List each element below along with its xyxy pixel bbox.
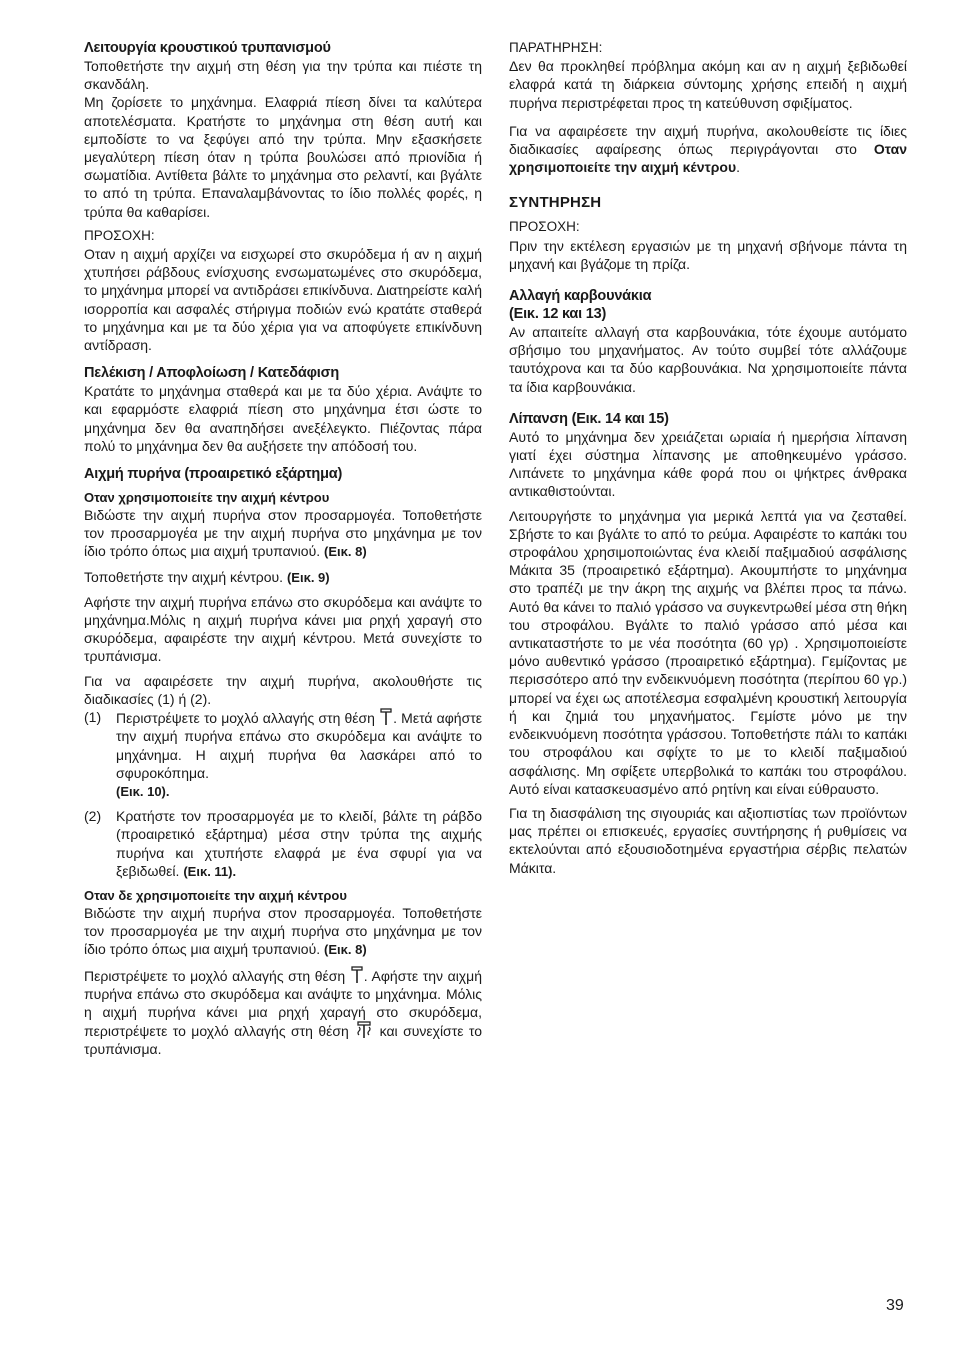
figure-reference: (Εικ. 8) [324, 544, 367, 560]
figure-reference: (Εικ. 10). [116, 783, 170, 799]
caution-text: Οταν η αιχμή αρχίζει να εισχωρεί στο σκυρόδεμα ή αν η αιχμή χτυπήσει ράβδους ενίσχυσης ενσωματωμένες στο σκυρόδεμα, το μηχάνημα μπορεί να αντιδράσει επικίνδυνα. Διατηρείστε καλή ισορροπία και ασφαλές στήριγμα ποδιών ενώ κρατάτε σταθερά το μηχάνημα και με τα δύο χέρια για να αποφύγετε επικίνδυνη αντίδραση. [84, 246, 482, 354]
figure-reference: (Εικ. 9) [286, 569, 330, 585]
caution-label: ΠΡΟΣΟΧΗ: [84, 227, 155, 243]
caution-label: ΠΡΟΣΟΧΗ: [509, 219, 580, 235]
paragraph: Τοποθετήστε την αιχμή κέντρου. (Εικ. 9) [84, 568, 330, 585]
subheading-without-center-pin: Οταν δε χρησιμοποιείτε την αιχμή κέντρου [84, 887, 347, 903]
rotation-hammer-symbol-icon [355, 1021, 373, 1039]
paragraph: Λειτουργήστε το μηχάνημα για μερικά λεπτά για να ζεσταθεί. Σβήστε το και βγάλτε το από το ρεύμα. Αφαιρέστε το καπάκι του στροφάλου χρησιμοποιώντας ένα κλειδί παξιμαδιού ασφάλισης Μάκιτα 35 (προαιρετικό εξάρτημα). Ακουμπήστε το μηχάνημα στο τραπέζι με την άκρη της αιχμής να βλέπει προς τα πάνω. Αυτό θα κάνει το παλιό γράσσο να συγκεντρωθεί μέσα στη θήκη του στροφάλου. Βγάλτε το παλιό γράσσο από μέσα και αντικαταστήστε το με νέα ποσότητα (60 γρ) . Χρησιμοποιείστε μόνο αυθεντικό γράσσο (προαιρετικό εξάρτημα). Γεμίζοντας με περισσότερο από την ενδεικνυόμενη ποσότητα (περίπου 60 γρ.) μπορεί να έχει ως αποτέλεσμα εσφαλμένη κρουστική λειτουργία ή και ζημιά του μηχανήματος. Γεμίστε μόνο με την ενδεικνυόμενη ποσότητα γράσσου. Τοποθετήστε πάλι το καπάκι του στροφάλου και σφίχτε το με το κλειδί παξιμαδιού ασφάλισης. Μη σφίξετε υπερβολικά το καπάκι του στροφάλου. Αυτό είναι κατασκευασμένο από ρητίνη και είναι εύθραυστο. [509, 507, 907, 797]
section-title-chipping: Πελέκιση / Αποφλοίωση / Κατεδάφιση [84, 365, 339, 382]
paragraph: Κρατάτε το μηχάνημα σταθερά και με τα δύο χέρια. Ανάψτε το και εφαρμόστε ελαφριά πίεση στο μηχάνημα έτσι ώστε το μηχάνημα δεν θα αναπηδήσει ανεξέλεγκτο. Πιέζοντας πάρα πολύ το μηχάνημα δεν θα αυξήσετε την απόδοσή του. [84, 383, 482, 454]
paragraph: Μη ζορίσετε το μηχάνημα. Ελαφριά πίεση δίνει τα καλύτερα αποτελέσματα. Κρατήστε το μηχάνημα στη θέση αυτή και εμποδίστε το να ξεφύγει από την τρύπα. Μην εξασκήσετε μεγαλύτερη πίεση όταν η τρύπα βουλώσει από πριονίδια ή σωματίδια. Αντίθετα βάλτε το μηχάνημα στο ρελαντί, και βγάλτε το από τη τρύπα. Επαναλαμβάνοντας το ίδιο πολλές φορές, η τρύπα θα καθαρίσει. [84, 94, 482, 220]
paragraph: Περιστρέψετε το μοχλό αλλαγής στη θέση . Αφήστε την αιχμή πυρήνα επάνω στο σκυρόδεμα και ανάψτε το μηχάνημα. Μόλις η αιχμή πυρήνα κάνει μια ρηχή χαραγή στο σκυρόδεμα, περιστρέψετε το μοχλό αλλαγής στη θέση και συνεχίστε το τρυπάνισμα. [84, 967, 483, 1058]
hammer-only-symbol-icon [351, 966, 363, 984]
paragraph: Για να αφαιρέσετε την αιχμή πυρήνα, ακολουθήστε τις διαδικασίες (1) ή (2). [84, 672, 482, 707]
figure-reference: (Εικ. 11). [183, 863, 237, 879]
left-column [84, 39, 482, 1059]
right-column [509, 39, 907, 877]
section-title-core-bit: Αιχμή πυρήνα (προαιρετικό εξάρτημα) [84, 466, 343, 483]
subheading-with-center-pin: Οταν χρησιμοποιείτε την αιχμή κέντρου [84, 490, 330, 506]
figure-reference: (Εικ. 8) [324, 942, 367, 958]
paragraph: Για τη διασφάλιση της σιγουριάς και αξιοπιστίας των προϊόντων μας πρέπει οι επισκευές, εργασίες συντήρησης ή ρυθμίσεις να εκτελούνται από εξουσιοδοτημένα εργαστήρια σέρβις πελατών Μάκιτα. [509, 804, 907, 876]
hammer-only-symbol-icon [380, 708, 392, 726]
paragraph: Αυτό το μηχάνημα δεν χρειάζεται ωριαία ή ημερήσια λίπανση γιατί έχει σύστημα λίπανσης με αποθηκευμένο γράσσο. Λιπάνετε το μηχάνημα κάθε φορά που οι ψήκτρες άνθρακα αντικαθιστούνται. [509, 428, 907, 500]
section-title-hammer-drilling: Λειτουργία κρουστικού τρυπανισμού [84, 40, 331, 56]
list-item: (2) Κρατήστε τον προσαρμογέα με το κλειδί, βάλτε τη ράβδο (προαιρετικό εξάρτημα) μέσα στην τρύπα της αιχμής πυρήνα και χτυπήστε ελαφρά με ένα σφυρί για να ξεβιδωθεί. (Εικ. 11). [84, 808, 482, 879]
note-label: ΠΑΡΑΤΗΡΗΣΗ: [509, 40, 603, 55]
section-title-carbon-brushes: Αλλαγή καρβουνάκια (Εικ. 12 και 13) [509, 288, 652, 323]
caution-text: Πριν την εκτέλεση εργασιών με τη μηχανή σβήνομε πάντα τη μηχανή και βγάζομε τη πρίζα. [509, 237, 907, 272]
paragraph: Για να αφαιρέσετε την αιχμή πυρήνα, ακολουθείστε τις ίδιες διαδικασίες αφαίρεσης όπως περιγράγονται στο Οταν χρησιμοποιείτε την αιχμή κέντρου. [509, 122, 908, 176]
paragraph: Τοποθετήστε την αιχμή στη θέση για την τρύπα και πιέστε τη σκανδάλη. [84, 58, 482, 93]
paragraph: Βιδώστε την αιχμή πυρήνα στον προσαρμογέα. Τοποθετήστε τον προσαρμογέα με την αιχμή πυρήνα στο μηχάνημα με τον ίδιο τρόπο όπως μια αιχμή τρυπανιού. (Εικ. 8) [84, 507, 482, 560]
paragraph: Βιδώστε την αιχμή πυρήνα στον προσαρμογέα. Τοποθετήστε τον προσαρμογέα με την αιχμή πυρήνα στο μηχάνημα με τον ίδιο τρόπο όπως μια αιχμή τρυπανιού. (Εικ. 8) [84, 904, 482, 958]
list-item: (1) Περιστρέψετε το μοχλό αλλαγής στη θέση . Μετά αφήστε την αιχμή πυρήνα επάνω στο σκυρόδεμα και ανάψτε το μηχάνημα. Η αιχμή πυρήνα θα λασκάρει από το σφυροκόπημα. (Εικ. 10). [84, 709, 483, 799]
paragraph: Αν απαιτείτε αλλαγή στα καρβουνάκια, τότε έχουμε αυτόματο σβήσιμο του μηχανήματος. Αν τούτο συμβεί τότε αλλάζουμε ταυτόχρονα και τα δύο καρβουνάκια. Να χρησιμοποιείτε πάντα τα ίδια καρβουνάκια. [509, 324, 907, 395]
page-number: 39 [886, 1297, 904, 1314]
paragraph: Αφήστε την αιχμή πυρήνα επάνω στο σκυρόδεμα και ανάψτε το μηχάνημα.Μόλις η αιχμή πυρήνα κάνει μια ρηχή χαραγή στο σκυρόδεμα, αφαιρέστε την αιχμή κέντρου. Μετά συνεχίστε το τρυπάνισμα. [84, 593, 482, 665]
section-title-lubrication: Λίπανση (Εικ. 14 και 15) [509, 410, 669, 427]
note-text: Δεν θα προκληθεί πρόβλημα ακόμη και αν η αιχμή ξεβιδωθεί ελαφρά κατά τη διάρκεια σύντομης χρήσης επειδή η αιχμή πυρήνα περιστρέφεται προς τη κατεύθυνση σφιξίματος. [509, 58, 907, 111]
section-title-maintenance: ΣΥΝΤΗΡΗΣΗ [509, 194, 602, 212]
